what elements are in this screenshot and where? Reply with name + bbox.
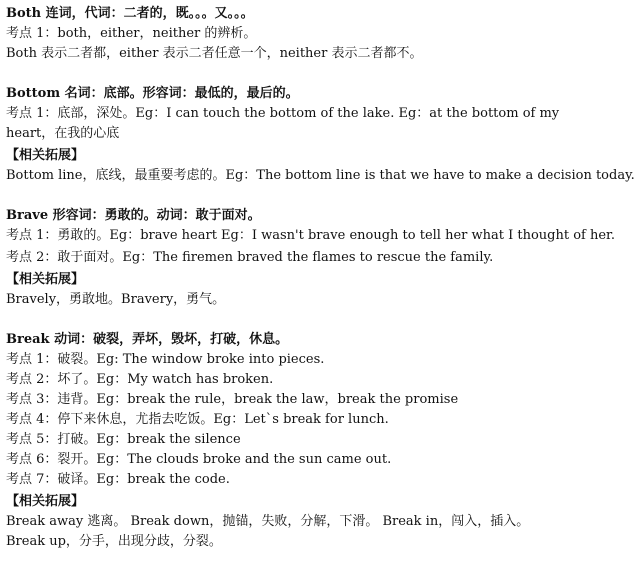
both-explanation: Both 表示二者都，either 表示二者任意一个，neither 表示二者都不。 bbox=[6, 46, 423, 61]
break-point-7: 考点 7：破译。Eg：break the code. bbox=[6, 472, 230, 487]
both-heading: Both 连词，代词：二者的，既。。。又。。。 bbox=[6, 6, 254, 21]
bottom-point-1: 考点 1：底部，深处。Eg：I can touch the bottom of the lake. Eg：at the bottom of my heart，在我的心底 bbox=[6, 106, 560, 141]
brave-extension-heading: 【相关拓展】 bbox=[6, 272, 85, 287]
break-point-6: 考点 6：裂开。Eg：The clouds broke and the sun came out. bbox=[6, 452, 392, 467]
break-extension-heading: 【相关拓展】 bbox=[6, 494, 85, 509]
bottom-extension-heading: 【相关拓展】 bbox=[6, 148, 85, 163]
bottom-extension-line: Bottom line，底线，最重要考虑的。Eg：The bottom line is that we have to make a decision today. bbox=[6, 168, 635, 183]
break-extension-line-1: Break away 逃离。 Break down，抛锚，失败，分解，下滑。 Break in，闯入，插入。 bbox=[6, 514, 530, 529]
break-point-4: 考点 4：停下来休息，尤指去吃饭。Eg：Let`s break for lunch. bbox=[6, 412, 389, 427]
brave-point-1: 考点 1：勇敢的。Eg：brave heart Eg：I wasn't brave enough to tell her what I thought of her. bbox=[6, 228, 615, 243]
break-heading: Break 动词：破裂，弄坏，毁坏，打破，休息。 bbox=[6, 332, 289, 347]
break-point-3: 考点 3：违背。Eg：break the rule，break the law，break the promise bbox=[6, 392, 459, 407]
break-extension-line-2: Break up，分手，出现分歧，分裂。 bbox=[6, 534, 222, 549]
break-point-1: 考点 1：破裂。Eg: The window broke into pieces. bbox=[6, 352, 325, 367]
document-page bbox=[6, 4, 635, 552]
break-point-2: 考点 2：坏了。Eg：My watch has broken. bbox=[6, 372, 274, 387]
brave-point-2: 考点 2：敢于面对。Eg：The firemen braved the flames to rescue the family. bbox=[6, 250, 494, 265]
brave-extension-line: Bravely，勇敢地。Bravery，勇气。 bbox=[6, 292, 226, 307]
both-point-1: 考点 1：both，either，neither 的辨析。 bbox=[6, 26, 257, 41]
break-point-5: 考点 5：打破。Eg：break the silence bbox=[6, 432, 241, 447]
brave-heading: Brave 形容词：勇敢的。动词：敢于面对。 bbox=[6, 208, 261, 223]
bottom-heading: Bottom 名词：底部。形容词：最低的，最后的。 bbox=[6, 86, 299, 101]
